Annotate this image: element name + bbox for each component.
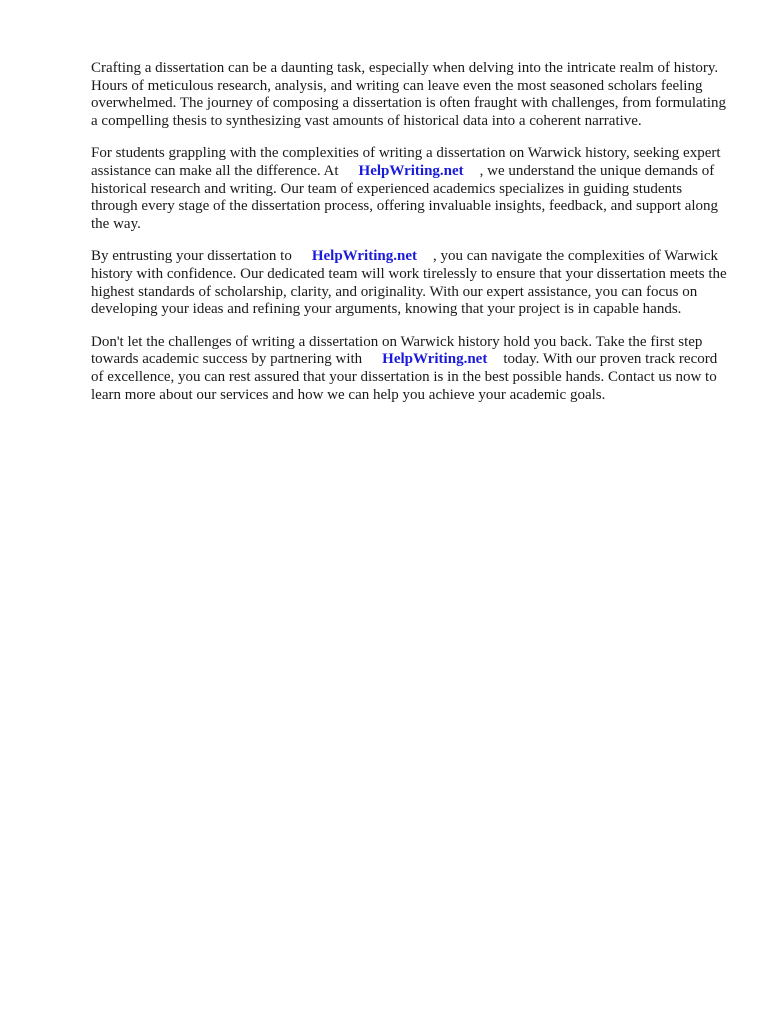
paragraph-text: Crafting a dissertation can be a daunting task, especially when delving into the intricate realm of history. Hours of meticulous research, analysis, and writing can leave even the most seasoned scholars feeling overwhelmed. The journey of composing a dissertation is often fraught with challenges, from formulating a compelling thesis to synthesizing vast amounts of historical data into a coherent narrative. [91, 60, 726, 129]
paragraph-text-before: By entrusting your dissertation to [91, 248, 292, 265]
document-body [91, 60, 731, 419]
paragraph-entrusting [91, 248, 731, 318]
helpwriting-link[interactable]: HelpWriting.net [358, 162, 464, 179]
paragraph-text-after: , we understand the unique demands of historical research and writing. Our team of experienced academics specializes in guiding students through every stage of the dissertation process, offering invaluable insights, feedback, and support along the way. [91, 162, 719, 232]
paragraph-text-before: Don't let the challenges of writing a dissertation on Warwick history hold you back. Take the first step towards academic success by partnering with [91, 333, 703, 368]
paragraph-text-after: today. With our proven track record of excellence, you can rest assured that your dissertation is in the best possible hands. Contact us now to learn more about our services and how we can help you achieve your academic goals. [91, 351, 718, 403]
helpwriting-link[interactable]: HelpWriting.net [382, 351, 488, 368]
paragraph-text-after: , you can navigate the complexities of Warwick history with confidence. Our dedicated team will work tirelessly to ensure that your dissertation meets the highest standards of scholarship, clarity, and originality. With our expert assistance, you can focus on developing your ideas and refining your arguments, knowing that your project is in capable hands. [91, 248, 727, 318]
paragraph-call-to-action [91, 334, 731, 404]
paragraph-text-before: For students grappling with the complexities of writing a dissertation on Warwick history, seeking expert assistance can make all the difference. At [91, 145, 721, 179]
paragraph-assistance [91, 145, 731, 233]
helpwriting-link[interactable]: HelpWriting.net [311, 248, 417, 265]
paragraph-intro [91, 60, 731, 130]
